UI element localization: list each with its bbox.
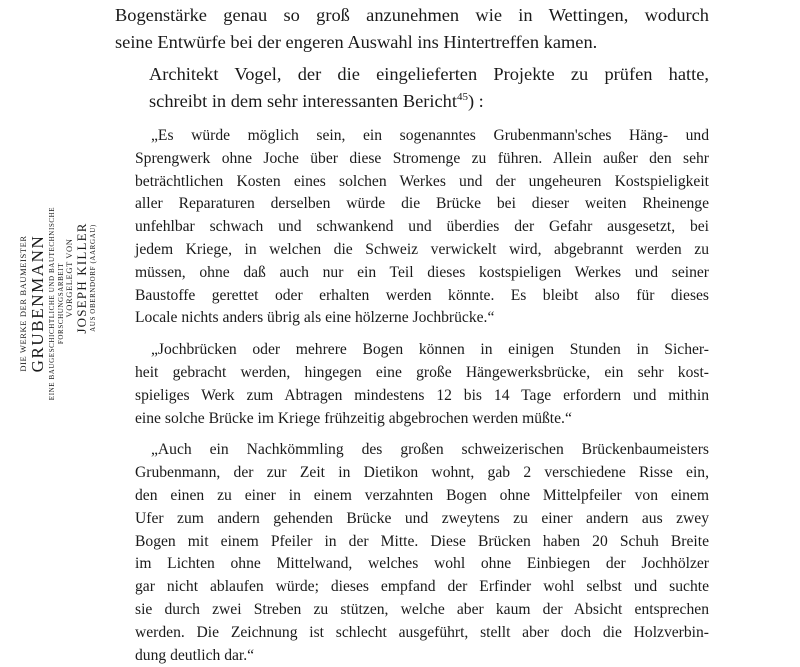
series-line: DIE WERKE DER BAUMEISTER — [18, 235, 28, 372]
text-line: den einen zu einer in einem verzahnten Bogen ohne Mittelpfeiler von einem — [135, 486, 709, 504]
text-line: seine Entwürfe bei der engeren Auswahl ins Hintertreffen kamen. — [115, 32, 598, 52]
paragraph-report-intro — [115, 61, 709, 115]
report-intro-tail: ) : — [467, 91, 484, 111]
text-line: Bogen mit einem Pfeiler in der Mitte. Diese Brücken haben 20 Schuh Breite — [135, 532, 709, 550]
text-line: eine solche Brücke im Kriege frühzeitig abgebrochen werden müßte.“ — [135, 409, 572, 427]
text-line: Sprengwerk ohne Joche über diese Stromenge zu führen. Allein außer den sehr — [135, 149, 709, 167]
series-name: GRUBENMANN — [28, 234, 47, 373]
presenter-label: VORGELEGT VON — [64, 238, 74, 318]
text-line: Ufer zum andern gehenden Brücke und zweytens zu einer andern aus zwey — [135, 509, 709, 527]
series-subtitle-line-2: FORSCHUNGSARBEIT — [57, 262, 65, 345]
side-title-left-column — [18, 176, 66, 431]
text-line: Architekt Vogel, der die eingelieferten Projekte zu prüfen hatte, — [149, 64, 709, 84]
text-line — [115, 88, 709, 115]
text-line: unfehlbar schwach und schwankend und überdies der Gefahr ausgesetzt, bei — [135, 218, 709, 236]
page-body — [115, 2, 709, 667]
text-line: „Auch ein Nachkömmling des großen schweizerischen Brückenbaumeisters — [151, 441, 709, 459]
quotation-2 — [135, 339, 709, 430]
text-line: „Es würde möglich sein, ein sogenanntes Grubenmann'sches Häng- und — [151, 127, 709, 144]
side-title-block — [0, 0, 100, 600]
text-line: jedem Kriege, in welchen die Schweiz verwickelt wird, abgebrannt werden zu — [135, 240, 709, 258]
text-line: Baustoffe gerettet oder erhalten werden könnte. Es bleibt also für dieses — [135, 286, 709, 304]
quotation-3 — [135, 439, 709, 667]
text-line: Grubenmann, der zur Zeit in Dietikon wohnt, gab 2 verschiedene Risse ein, — [135, 464, 709, 482]
paragraph-continuation — [115, 2, 709, 56]
text-line: werden. Die Zeichnung ist schlecht ausgeführt, stellt aber doch die Holzverbin- — [135, 623, 709, 641]
text-line: spieliges Werk zum Abtragen mindestens 12 bis 14 Tage erfordern und mithin — [135, 386, 709, 404]
footnote-reference: 45 — [456, 91, 468, 103]
text-line: gar nicht ablaufen würde; dieses empfand der Erfinder wohl selbst und suchte — [135, 578, 709, 596]
quotation-1 — [135, 125, 709, 330]
text-line: beträchtlichen Kosten eines solchen Werkes und der ungeheuren Kostspieligkeit — [135, 172, 709, 190]
author-origin: AUS OBERNDORF (AARGAU) — [89, 224, 97, 332]
report-intro-text: schreibt in dem sehr interessanten Bericht — [149, 91, 457, 111]
text-line: Locale nichts anders übrig als eine hölzerne Jochbrücke.“ — [135, 309, 495, 327]
text-line: dung deutlich dar.“ — [135, 646, 255, 664]
text-line: sie durch zwei Streben zu stützen, welche aber kaum der Absicht entsprechen — [135, 600, 709, 618]
text-line: im Lichten ohne Mittelwand, welches wohl ohne Einbiegen der Jochhölzer — [135, 555, 709, 573]
series-subtitle-line-1: EINE BAUGESCHICHTLICHE UND BAUTECHNISCHE — [48, 206, 56, 401]
text-line: Bogenstärke genau so groß anzunehmen wie in Wettingen, wodurch — [115, 5, 709, 25]
text-line: „Jochbrücken oder mehrere Bogen können in einigen Stunden in Sicher- — [151, 341, 709, 359]
text-line: heit gebracht werden, hingegen eine große Hängewerksbrücke, ein sehr kost- — [135, 363, 709, 381]
text-line: aller Reparaturen derselben würde die Brücke bei dieser weiten Rheinenge — [135, 195, 709, 213]
text-line: müssen, ohne daß auch nur ein Teil dieses kostspieligen Werkes und seiner — [135, 263, 709, 281]
side-title-right-column — [64, 178, 98, 378]
author-name: JOSEPH KILLER — [74, 222, 89, 334]
